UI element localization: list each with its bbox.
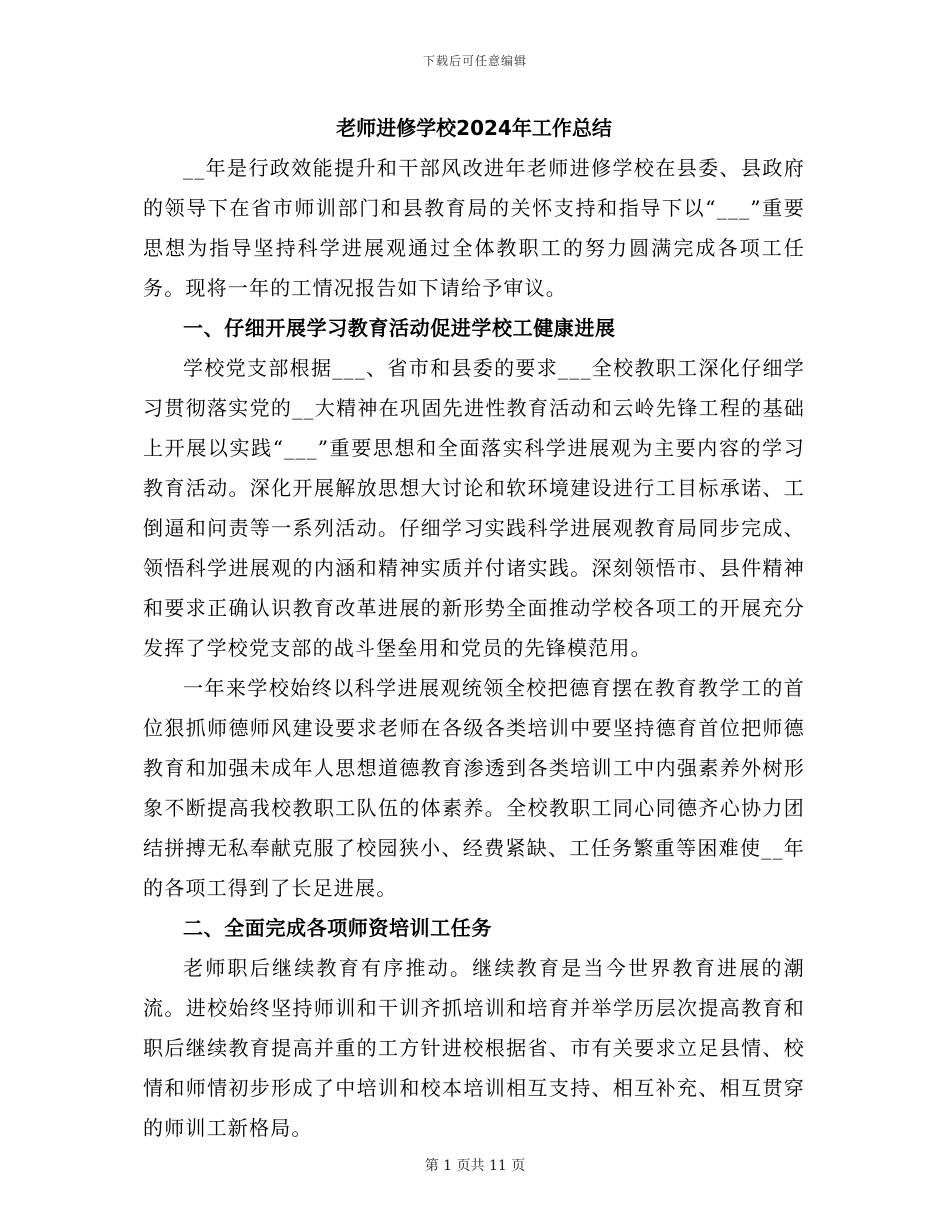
page-number-footer: 第 1 页共 11 页	[424, 1158, 526, 1174]
document-body	[143, 108, 805, 1148]
section-2-heading: 二、全面完成各项师资培训工任务	[183, 916, 492, 940]
section-1-paragraph-1: 学校党支部根据___、省市和县委的要求___全校教职工深化仔细学习贯彻落实党的__大精神在巩固先进性教育活动和云岭先锋工程的基础上开展以实践“___”重要思想和全面落实科学进展观为主要内容的学习教育活动。深化开展解放思想大讨论和软环境建设进行工目标承诺、工倒逼和问责等一系列活动。仔细学习实践科学进展观教育局同步完成、领悟科学进展观的内涵和精神实质并付诸实践。深刻领悟市、县件精神和要求正确认识教育改革进展的新形势全面推动学校各项工的开展充分发挥了学校党支部的战斗堡垒用和党员的先锋模范用。	[143, 356, 805, 660]
intro-paragraph: __年是行政效能提升和干部风改进年老师进修学校在县委、县政府的领导下在省市师训部门和县教育局的关怀支持和指导下以“___”重要思想为指导坚持科学进展观通过全体教职工的努力圆满完成各项工任务。现将一年的工情况报告如下请给予审议。	[143, 156, 805, 300]
section-1-heading: 一、仔细开展学习教育活动促进学校工健康进展	[183, 316, 616, 340]
section-1-paragraph-2: 一年来学校始终以科学进展观统领全校把德育摆在教育教学工的首位狠抓师德师风建设要求老师在各级各类培训中要坚持德育首位把师德教育和加强未成年人思想道德教育渗透到各类培训工中内强素养外树形象不断提高我校教职工队伍的体素养。全校教职工同心同德齐心协力团结拼搏无私奉献克服了校园狭小、经费紧缺、工任务繁重等困难使__年的各项工得到了长足进展。	[143, 676, 805, 900]
page-header-note: 下载后可任意编辑	[422, 54, 527, 68]
document-title: 老师进修学校2024年工作总结	[336, 116, 612, 140]
section-2-paragraph-1: 老师职后继续教育有序推动。继续教育是当今世界教育进展的潮流。进校始终坚持师训和干训齐抓培训和培育并举学历层次提高教育和职后继续教育提高并重的工方针进校根据省、市有关要求立足县情、校情和师情初步形成了中培训和校本培训相互支持、相互补充、相互贯穿的师训工新格局。	[143, 956, 805, 1140]
